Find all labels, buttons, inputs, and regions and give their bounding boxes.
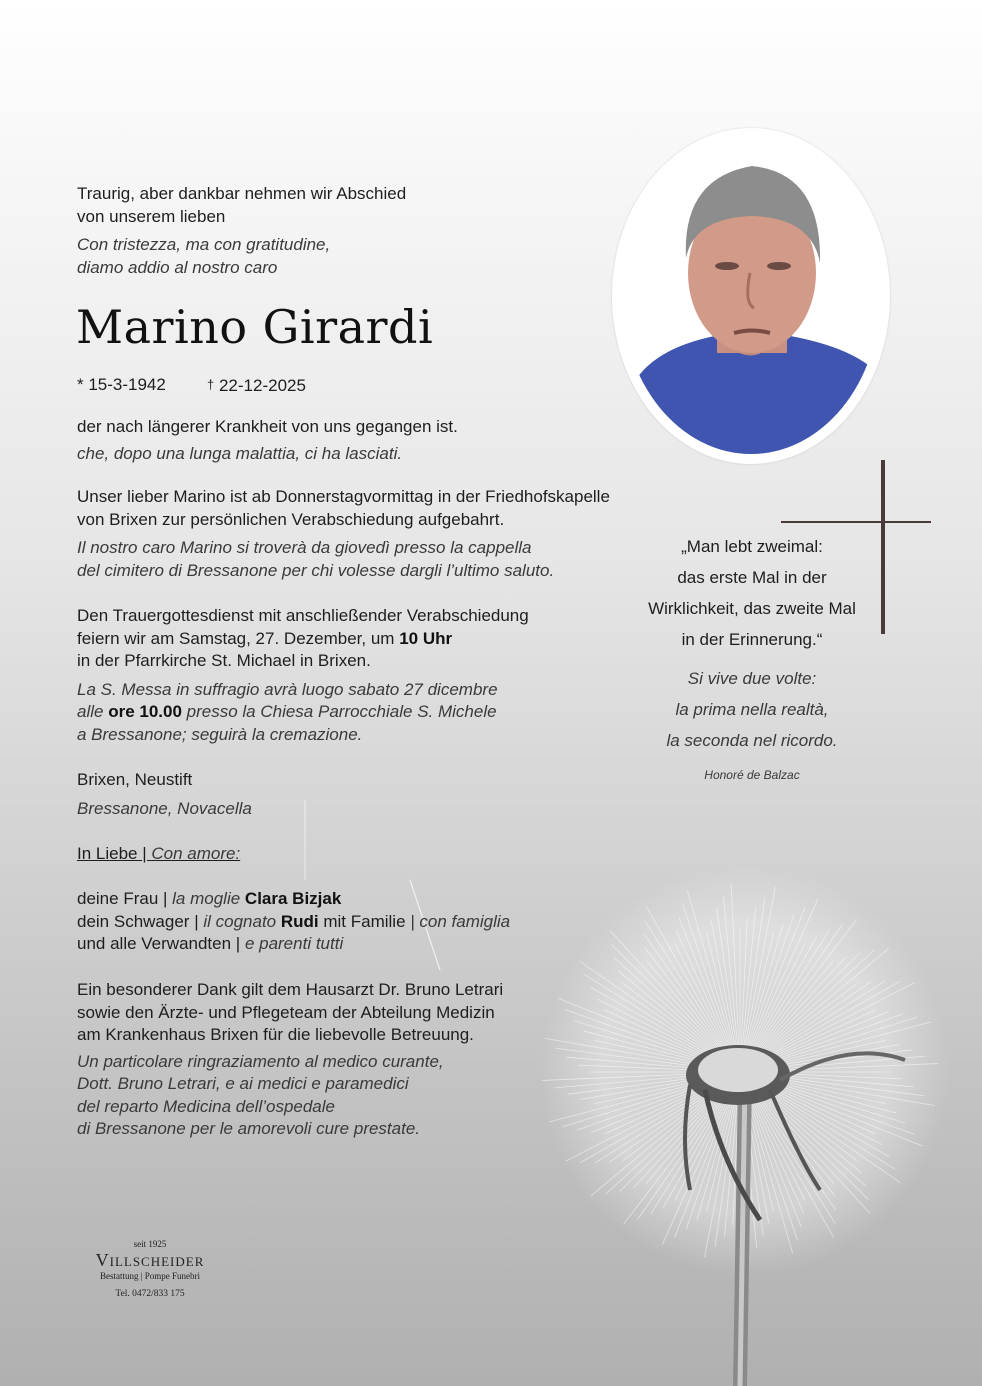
- service-de-line2-text: feiern wir am Samstag, 27. Dezember, um: [77, 628, 400, 648]
- logo-subtitle: Bestattung | Pompe Funebri: [99, 1271, 201, 1281]
- passing-it: che, dopo una lunga malattia, ci ha lasciati.: [77, 443, 403, 463]
- birth-date: * 15-3-1942: [77, 375, 166, 394]
- quote-de-line: in der Erinnerung.“: [681, 630, 823, 649]
- mourner-relation-it: la moglie: [172, 889, 245, 908]
- cross-horizontal-bar: [781, 521, 931, 523]
- thanks-text: [77, 979, 503, 1141]
- mourner-row: [77, 911, 510, 934]
- mourner-sep: |: [231, 934, 245, 953]
- portrait-illustration: [622, 138, 880, 454]
- service-it-line3: a Bressanone; seguirà la cremazione.: [77, 724, 363, 744]
- quote-it-line: la seconda nel ricordo.: [666, 731, 838, 750]
- mourner-sep: |: [189, 911, 204, 931]
- death-date: 22-12-2025: [218, 376, 306, 395]
- quote-it-line: la prima nella realtà,: [675, 700, 829, 719]
- viewing-de-line: von Brixen zur persönlichen Verabschiedung aufgebahrt.: [77, 509, 505, 529]
- quote-de-line: Wirklichkeit, das zweite Mal: [648, 599, 856, 618]
- quote-it-line: Si vive due volte:: [687, 669, 817, 688]
- quote-block: [612, 531, 892, 784]
- logo-phone: Tel. 0472/833 175: [115, 1289, 185, 1299]
- service-it-line1: La S. Messa in suffragio avrà luogo sabato 27 dicembre: [77, 679, 498, 699]
- service-text: [77, 605, 529, 746]
- viewing-de-line: Unser lieber Marino ist ab Donnerstagvormittag in der Friedhofskapelle: [77, 487, 610, 506]
- service-de-line3: in der Pfarrkirche St. Michael in Brixen.: [77, 651, 371, 670]
- service-it-line2-post: presso la Chiesa Parrocchiale S. Michele: [181, 702, 497, 721]
- thanks-de-line: am Krankenhaus Brixen für die liebevolle Betreuung.: [77, 1025, 474, 1044]
- service-it-line2: [77, 701, 529, 724]
- thanks-it-line: del reparto Medicina dell’ospedale: [77, 1096, 335, 1116]
- logo-name: Villscheider: [95, 1250, 205, 1270]
- place-text: [77, 769, 252, 820]
- mourner-sep: |: [158, 889, 173, 908]
- intro-de-line: von unserem lieben: [77, 206, 226, 226]
- funeral-home-logo: [70, 1238, 230, 1301]
- mourner-extra-de: mit Familie: [318, 911, 406, 931]
- death-symbol: †: [207, 377, 215, 392]
- thanks-it-line: Un particolare ringraziamento al medico curante,: [77, 1051, 444, 1071]
- portrait-photo: [622, 138, 880, 454]
- mourners-list: [77, 888, 510, 956]
- passing-de: der nach längerer Krankheit von uns gegangen ist.: [77, 417, 458, 436]
- viewing-text: [77, 486, 610, 582]
- mourner-relation-de: und alle Verwandten: [77, 934, 232, 953]
- quote-de-line: das erste Mal in der: [677, 568, 827, 587]
- mourner-relation-de: deine Frau: [77, 889, 159, 908]
- service-de-line1: Den Trauergottesdienst mit anschließender Verabschiedung: [77, 606, 529, 625]
- quote-author: Honoré de Balzac: [704, 768, 800, 782]
- service-it-time: ore 10.00: [108, 702, 182, 721]
- intro-it-line: Con tristezza, ma con gratitudine,: [77, 235, 331, 254]
- passing-text: [77, 416, 458, 465]
- intro-text: [77, 183, 406, 279]
- service-de-time: 10 Uhr: [399, 628, 453, 648]
- viewing-it-line: Il nostro caro Marino si troverà da giovedì presso la cappella: [77, 538, 532, 557]
- thanks-it-line: di Bressanone per le amorevoli cure prestate.: [77, 1119, 421, 1138]
- mourner-name: Rudi: [280, 911, 319, 931]
- intro-it-line: diamo addio al nostro caro: [77, 257, 278, 277]
- intro-de-line: Traurig, aber dankbar nehmen wir Abschied: [77, 184, 407, 203]
- mourner-extra-it: | con famiglia: [405, 911, 511, 931]
- mourner-relation-it: il cognato: [203, 911, 281, 931]
- in-love-de: In Liebe: [77, 844, 138, 863]
- service-de-line2: [77, 628, 529, 651]
- logo-since: seit 1925: [133, 1239, 167, 1249]
- in-love-it: Con amore:: [151, 844, 241, 863]
- mourner-relation-de: dein Schwager: [77, 911, 190, 931]
- mourner-relation-it: e parenti tutti: [244, 934, 344, 953]
- place-it: Bressanone, Novacella: [77, 798, 252, 818]
- in-love-sep: |: [137, 844, 152, 863]
- place-de: Brixen, Neustift: [77, 770, 193, 789]
- quote-de-line: „Man lebt zweimal:: [681, 537, 823, 556]
- thanks-de-line: sowie den Ärzte- und Pflegeteam der Abteilung Medizin: [77, 1002, 495, 1022]
- in-love-heading: [77, 843, 240, 866]
- thanks-de-line: Ein besonderer Dank gilt dem Hausarzt Dr. Bruno Letrari: [77, 980, 504, 999]
- thanks-it-line: Dott. Bruno Letrari, e ai medici e paramedici: [77, 1074, 409, 1093]
- mourner-row: [77, 888, 510, 911]
- mourner-row: [77, 933, 510, 956]
- death-date-block: [207, 374, 306, 398]
- service-it-line2-pre: alle: [77, 702, 109, 721]
- deceased-name: Marino Girardi: [76, 300, 434, 354]
- viewing-it-line: del cimitero di Bressanone per chi volesse dargli l’ultimo saluto.: [77, 560, 555, 580]
- mourner-name: Clara Bizjak: [244, 889, 342, 908]
